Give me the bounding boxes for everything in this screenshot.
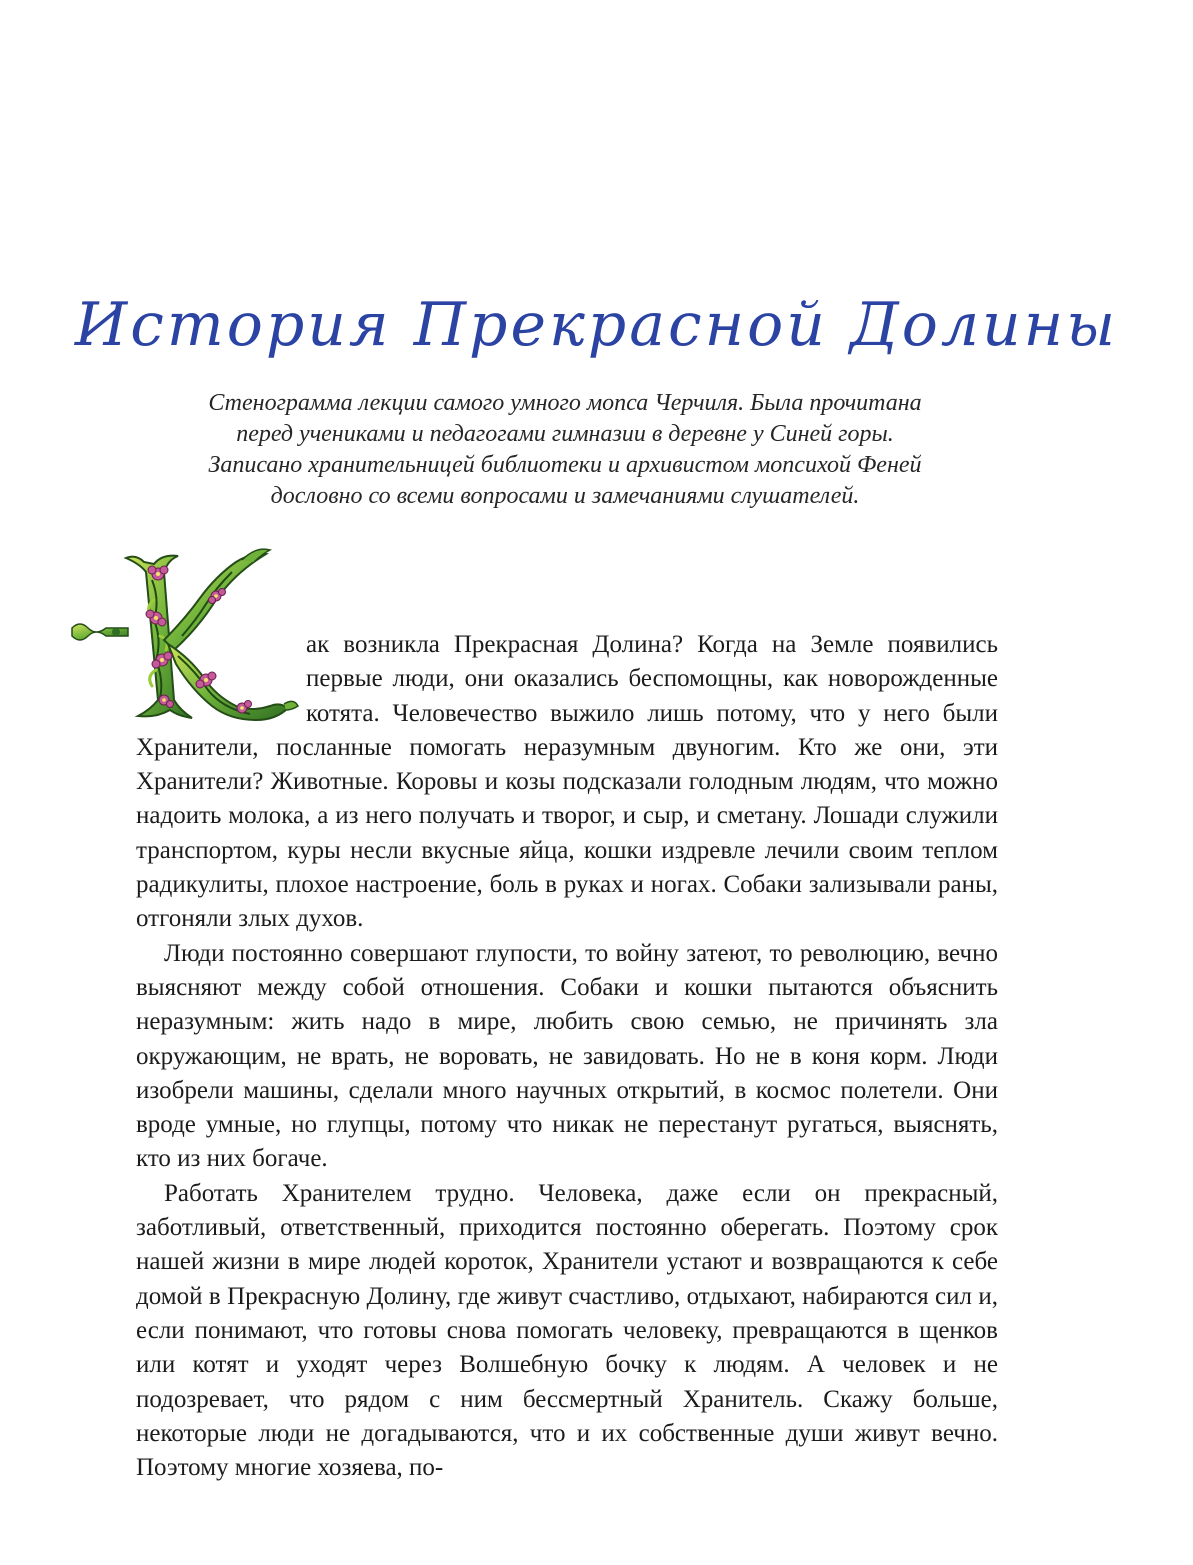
dropcap-spacer: [136, 628, 306, 720]
subtitle-line: дословно со всеми вопросами и замечаниями слушателей.: [270, 483, 860, 509]
paragraph: [136, 628, 998, 937]
paragraph-text: ак возникла Прекрасная Долина? Когда на Земле появились первые люди, они оказались беспомощны, как новорожденные котята. Человечество выжило лишь потому, что у него были Хранители, посланные помогать неразумным двуногим. Кто же они, эти Хранители? Животные. Коровы и козы подсказали голодным людям, что можно надоить молока, а из него получать и творог, и сыр, и сметану. Лошади служили транспортом, куры несли вкусные яйца, кошки издревле лечили своим теплом радикулиты, плохое настроение, боль в руках и ногах. Собаки зализывали раны, отгоняли злых духов.: [136, 631, 998, 933]
subtitle-line: Записано хранительницей библиотеки и архивистом мопсихой Феней: [208, 452, 922, 478]
chapter-body: [136, 628, 998, 1485]
dropcap-crossbar: [72, 624, 128, 640]
paragraph: Работать Хранителем трудно. Человека, даже если он прекрасный, заботливый, ответственный, приходится постоянно оберегать. Поэтому срок нашей жизни в мире людей короток, Хранители устают и возвращаются к себе домой в Прекрасную Долину, где живут счастливо, отдыхают, набираются сил и, если понимают, что готовы снова помогать человеку, превращаются в щенков или котят и уходят через Волшебную бочку к людям. А человек и не подозревает, что рядом с ним бессмертный Хранитель. Скажу больше, некоторые люди не догадываются, что и их собственные души живут вечно. Поэтому многие хозяева, по-: [136, 1179, 998, 1482]
subtitle-line: перед учениками и педагогами гимназии в деревне у Синей горы.: [236, 421, 894, 447]
chapter-subtitle: [170, 388, 960, 512]
paragraph: Люди постоянно совершают глупости, то войну затеют, то революцию, вечно выясняют между собой отношения. Собаки и кошки пытаются объяснить неразумным: жить надо в мире, любить свою семью, не причинять зла окружающим, не врать, не воровать, не завидовать. Но не в коня корм. Люди изобрели машины, сделали много научных открытий, в космос полетели. Они вроде умные, но глупцы, потому что никак не перестанут ругаться, выяснять, кто из них богаче.: [136, 939, 998, 1173]
chapter-title: История Прекрасной Долины: [74, 290, 1119, 360]
subtitle-line: Стенограмма лекции самого умного мопса Черчиля. Была прочитана: [208, 390, 922, 416]
